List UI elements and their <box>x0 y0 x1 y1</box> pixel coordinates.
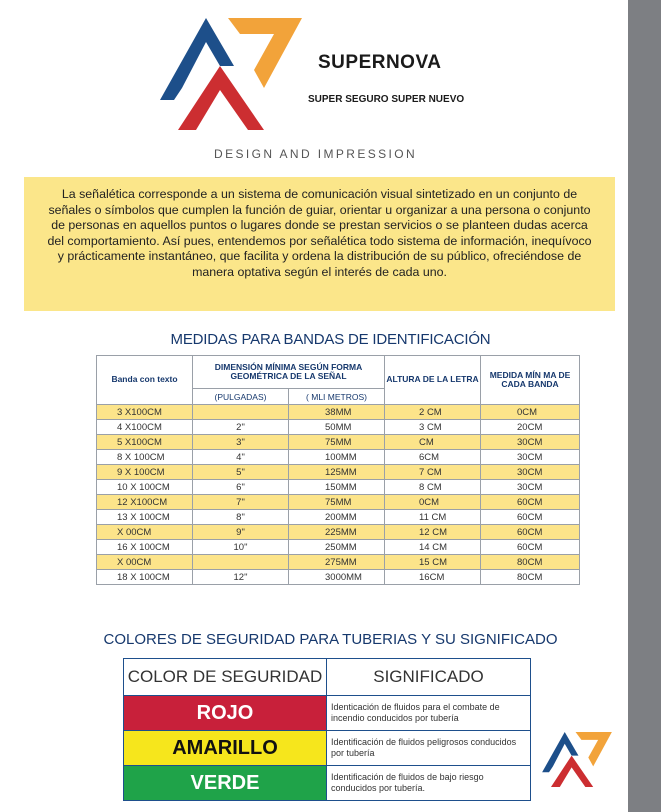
bands-table-row <box>97 480 580 495</box>
min-band-cell: 0CM <box>481 405 580 420</box>
letter-height-cell: 8 CM <box>385 480 481 495</box>
band-cell: 4 X100CM <box>97 420 193 435</box>
min-band-cell: 60CM <box>481 510 580 525</box>
band-cell: 13 X 100CM <box>97 510 193 525</box>
header-millimeters: ( MLI METROS) <box>289 389 385 405</box>
logo-orange-triangle <box>228 18 302 88</box>
brand-name: SUPERNOVA <box>318 52 442 73</box>
letter-height-cell: 16CM <box>385 570 481 585</box>
bands-table-row <box>97 525 580 540</box>
letter-height-cell: CM <box>385 435 481 450</box>
header-meaning: SIGNIFICADO <box>327 659 531 696</box>
header-band: Banda con texto <box>97 356 193 405</box>
bands-table-row <box>97 510 580 525</box>
letter-height-cell: 0CM <box>385 495 481 510</box>
band-cell: 8 X 100CM <box>97 450 193 465</box>
colors-table-row <box>124 766 531 801</box>
band-cell: 16 X 100CM <box>97 540 193 555</box>
color-swatch-verde: VERDE <box>124 766 327 801</box>
right-sidebar-strip <box>628 0 661 812</box>
letter-height-cell: 6CM <box>385 450 481 465</box>
mm-cell: 75MM <box>289 435 385 450</box>
letter-height-cell: 3 CM <box>385 420 481 435</box>
brand-tagline: SUPER SEGURO SUPER NUEVO <box>308 94 465 105</box>
mm-cell: 100MM <box>289 450 385 465</box>
inches-cell: 5" <box>193 465 289 480</box>
letter-height-cell: 7 CM <box>385 465 481 480</box>
bands-table-row <box>97 540 580 555</box>
inches-cell: 2" <box>193 420 289 435</box>
bands-table-row <box>97 465 580 480</box>
min-band-cell: 60CM <box>481 495 580 510</box>
inches-cell: 9" <box>193 525 289 540</box>
inches-cell: 12" <box>193 570 289 585</box>
mm-cell: 75MM <box>289 495 385 510</box>
mm-cell: 50MM <box>289 420 385 435</box>
intro-box <box>24 177 615 311</box>
header-inches: (PULGADAS) <box>193 389 289 405</box>
bands-table <box>96 355 580 585</box>
colors-table-row <box>124 731 531 766</box>
band-cell: 9 X 100CM <box>97 465 193 480</box>
bands-table-row <box>97 450 580 465</box>
logo-red-triangle <box>178 66 264 130</box>
min-band-cell: 20CM <box>481 420 580 435</box>
bands-table-row <box>97 495 580 510</box>
mm-cell: 250MM <box>289 540 385 555</box>
letter-height-cell: 11 CM <box>385 510 481 525</box>
min-band-cell: 80CM <box>481 555 580 570</box>
band-cell: 5 X100CM <box>97 435 193 450</box>
bands-table-title: MEDIDAS PARA BANDAS DE IDENTIFICACIÓN <box>170 331 491 348</box>
band-cell: X 00CM <box>97 525 193 540</box>
bands-table-row <box>97 405 580 420</box>
min-band-cell: 60CM <box>481 540 580 555</box>
mm-cell: 150MM <box>289 480 385 495</box>
band-cell: 18 X 100CM <box>97 570 193 585</box>
inches-cell: 4" <box>193 450 289 465</box>
supernova-logo-small-icon <box>537 732 617 788</box>
bands-table-row <box>97 420 580 435</box>
mm-cell: 225MM <box>289 525 385 540</box>
inches-cell: 6" <box>193 480 289 495</box>
inches-cell: 3" <box>193 435 289 450</box>
min-band-cell: 30CM <box>481 435 580 450</box>
safety-colors-table <box>123 658 531 801</box>
mm-cell: 38MM <box>289 405 385 420</box>
band-cell: 12 X100CM <box>97 495 193 510</box>
min-band-cell: 30CM <box>481 465 580 480</box>
header-dimension: DIMENSIÓN MÍNIMA SEGÚN FORMA GEOMÉTRICA DE LA SEÑAL <box>193 356 385 389</box>
mm-cell: 125MM <box>289 465 385 480</box>
letter-height-cell: 12 CM <box>385 525 481 540</box>
bands-table-row <box>97 570 580 585</box>
inches-cell: 8" <box>193 510 289 525</box>
mm-cell: 3000MM <box>289 570 385 585</box>
header-safety-color: COLOR DE SEGURIDAD <box>124 659 327 696</box>
min-band-cell: 30CM <box>481 480 580 495</box>
min-band-cell: 60CM <box>481 525 580 540</box>
colors-table-row <box>124 696 531 731</box>
color-meaning: Identificación de fluidos peligrosos conducidos por tubería <box>327 731 531 766</box>
inches-cell <box>193 405 289 420</box>
design-subtitle: DESIGN AND IMPRESSION <box>214 147 418 161</box>
inches-cell: 10" <box>193 540 289 555</box>
header-letter-height: ALTURA DE LA LETRA <box>385 356 481 405</box>
min-band-cell: 30CM <box>481 450 580 465</box>
colors-table-header-row <box>124 659 531 696</box>
color-meaning: Identificación de fluidos de bajo riesgo conducidos por tubería. <box>327 766 531 801</box>
bands-table-header-row <box>97 356 580 389</box>
letter-height-cell: 14 CM <box>385 540 481 555</box>
min-band-cell: 80CM <box>481 570 580 585</box>
intro-paragraph: La señalética corresponde a un sistema de comunicación visual sintetizado en un conjunto de señales o símbolos que cumplen la función de guiar, orientar u organizar a una persona o conjunto de personas en aquellos puntos o lugares donde se prestan servicios o se planteen dudas acerca del comportamiento. Así pues, entendemos por señalética todo sistema de información, inequívoco y prácticamente instantáneo, que facilita y ordena la distribución de su público, ofreciéndose de manera optativa según el interés de cada uno. <box>47 187 592 279</box>
bands-table-row <box>97 435 580 450</box>
band-cell: 3 X100CM <box>97 405 193 420</box>
header-min-band: MEDIDA MÍN MA DE CADA BANDA <box>481 356 580 405</box>
inches-cell: 7" <box>193 495 289 510</box>
color-swatch-amarillo: AMARILLO <box>124 731 327 766</box>
mm-cell: 275MM <box>289 555 385 570</box>
letter-height-cell: 15 CM <box>385 555 481 570</box>
bands-table-row <box>97 555 580 570</box>
color-swatch-rojo: ROJO <box>124 696 327 731</box>
band-cell: 10 X 100CM <box>97 480 193 495</box>
color-meaning: Identicación de fluidos para el combate de incendio conducidos por tubería <box>327 696 531 731</box>
mm-cell: 200MM <box>289 510 385 525</box>
supernova-logo-icon <box>160 18 302 132</box>
letter-height-cell: 2 CM <box>385 405 481 420</box>
inches-cell <box>193 555 289 570</box>
colors-table-title: COLORES DE SEGURIDAD PARA TUBERIAS Y SU SIGNIFICADO <box>103 631 558 648</box>
band-cell: X 00CM <box>97 555 193 570</box>
